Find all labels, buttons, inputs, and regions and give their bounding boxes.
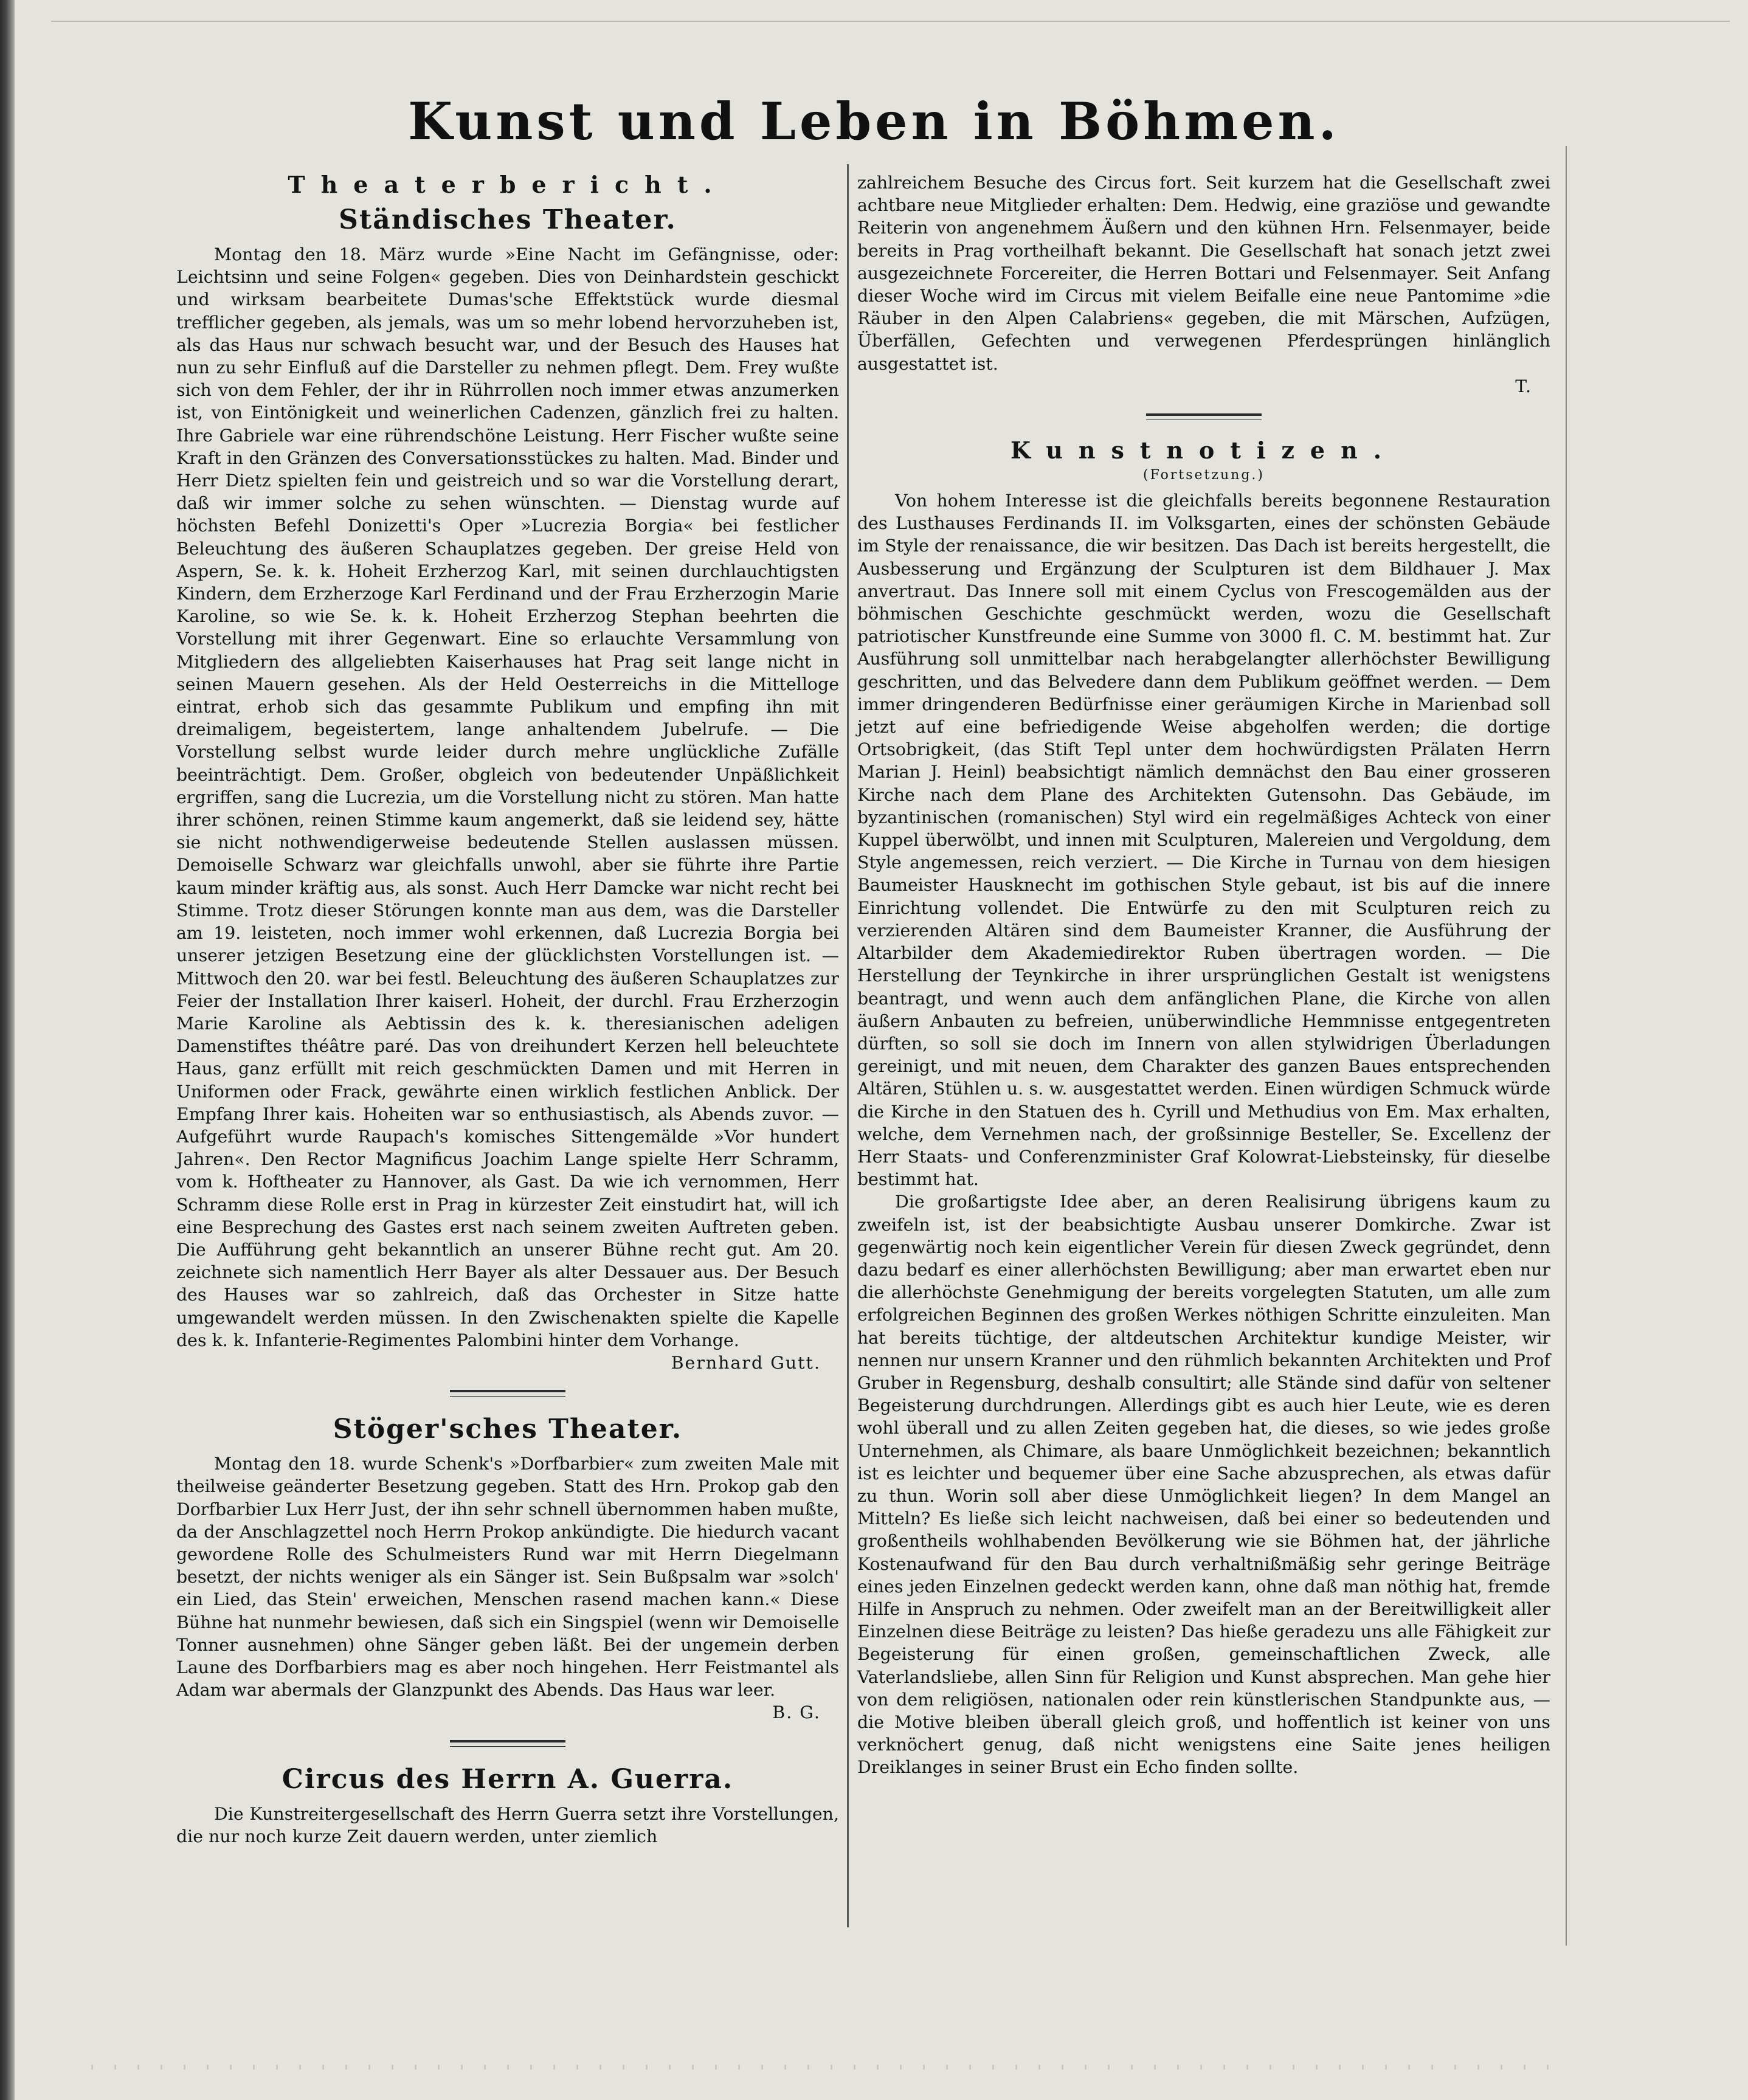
section-rule bbox=[450, 1390, 565, 1397]
kunstnotizen-subtitle: (Fortsetzung.) bbox=[1143, 468, 1265, 483]
bottom-print-specks bbox=[91, 2065, 1550, 2070]
right-margin-rule bbox=[1566, 146, 1567, 1946]
section-rule bbox=[450, 1740, 565, 1747]
circus-title: Circus des Herrn A. Guerra. bbox=[282, 1763, 734, 1795]
theater-report-label: Theaterbericht. bbox=[288, 171, 728, 198]
kunstnotizen-paragraph-1: Von hohem Interesse ist die gleichfalls bereits begonnene Restauration des Lusthauses Ferdinands II. im Volksgarten, eines der schönsten Gebäude im Style der renaissance, die wir besitzen. Das Dach ist bereits hergestellt, die Ausbesserung und Ergänzung der Sculpturen ist dem Bildhauer J. Max anvertraut. Das Innere soll mit einem Cyclus von Frescogemälden aus der böhmischen Geschichte geschmückt werden, wozu die Gesellschaft patriotischer Kunstfreunde eine Summe von 3000 fl. C. M. bestimmt hat. Zur Ausführung soll unmittelbar nach herabgelangter allerhöchster Bewilligung geschritten, und das Belvedere dann dem Publikum geöffnet werden. — Dem immer dringenderen Bedürfnisse einer geräumigen Kirche in Marienbad soll jetzt auf eine befriedigende Weise abgeholfen werden; die dortige Ortsobrigkeit, (das Stift Tepl unter dem hochwürdigsten Prälaten Herrn Marian J. Heinl) beabsichtigt nämlich demnächst den Bau einer grosseren Kirche nach dem Plane des Architekten Gutensohn. Das Gebäude, im byzantinischen (romanischen) Styl wird ein regelmäßiges Achteck von einer Kuppel überwölbt, und innen mit Sculpturen, Malereien und Vergoldung, dem Style angemessen, reich verziert. — Die Kirche in Turnau von dem hiesigen Baumeister Hausknecht im gothischen Style gebaut, ist bis auf die innere Einrichtung vollendet. Die Entwürfe zu den mit Sculpturen reich zu verzierenden Altären sind dem Baumeister Kranner, die Ausführung der Altarbilder dem Akademiedirektor Ruben übertragen worden. — Die Herstellung der Teynkirche in ihrer ursprünglichen Gestalt ist wenigstens beantragt, und wenn auch dem anfänglichen Plane, die Kirche von allen äußern Anbauten zu befreien, unüberwindliche Hemmnisse entgegentreten dürften, so soll sie doch im Innern von allen stylwidrigen Überladungen gereinigt, und mit neuen, dem Charakter des ganzen Baues entsprechenden Altären, Stühlen u. s. w. ausgestattet werden. Einen würdigen Schmuck würde die Kirche in den Statuen des h. Cyrill und Methudius von Em. Max erhalten, welche, dem Vernehmen nach, der großsinnige Besteller, Se. Excellenz der Herr Staats- und Conferenzminister Graf Kolowrat-Liebsteinsky, für dieselbe bestimmt hat. bbox=[857, 491, 1550, 1190]
stoeger-signature: B. G. bbox=[772, 1702, 821, 1723]
stoeger-theater-text: Montag den 18. wurde Schenk's »Dorfbarbier« zum zweiten Male mit theilweise geänderter Besetzung gegeben. Statt des Hrn. Prokop gab den Dorfbarbier Lux Herr Just, der ihn sehr schnell übernommen haben mußte, da der Anschlagzettel noch Herrn Prokop ankündigte. Die hiedurch vacant gewordene Rolle des Schulmeisters Rund war mit Herrn Diegelmann besetzt, der nichts weniger als ein Sänger ist. Sein Bußpsalm war »solch' ein Lied, das Stein' erweichen, Menschen rasend machen kann.« Diese Bühne hat nunmehr bewiesen, daß sich ein Singspiel (wenn wir Demoiselle Tonner ausnehmen) ohne Sänger geben läßt. Bei der ungemein derben Laune des Dorfbarbiers mag es aber noch hingehen. Herr Feistmantel als Adam war abermals der Glanzpunkt des Abends. Das Haus war leer. bbox=[176, 1454, 839, 1701]
circus-text-continued: zahlreichem Besuche des Circus fort. Seit kurzem hat die Gesellschaft zwei achtbare neue Mitglieder erhalten: Dem. Hedwig, eine graziöse und gewandte Reiterin von angenehmem Äußern und den kühnen Hrn. Felsenmayer, beide bereits in Prag vortheilhaft bekannt. Die Gesellschaft hat sonach jetzt zwei ausgezeichnete Forcereiter, die Herren Bottari und Felsenmayer. Seit Anfang dieser Woche wird im Circus mit vielem Beifalle eine neue Pantomime »die Räuber in den Alpen Calabriens« gegeben, die mit Märschen, Aufzügen, Überfällen, Gefechten und verwegenen Pferdesprüngen hinlänglich ausgestattet ist. bbox=[857, 173, 1550, 374]
column-divider bbox=[847, 164, 849, 1927]
stoeger-theater-title: Stöger'sches Theater. bbox=[333, 1414, 683, 1445]
right-column bbox=[857, 171, 1550, 1779]
circus-text-start: Die Kunstreitergesellschaft des Herrn Guerra setzt ihre Vorstellungen, die nur noch kurze Zeit dauern werden, unter ziemlich bbox=[176, 1803, 839, 1846]
staendisches-theater-text: Montag den 18. März wurde »Eine Nacht im Gefängnisse, oder: Leichtsinn und seine Folgen« gegeben. Dies von Deinhardstein geschickt und wirksam bearbeitete Dumas'sche Effektstück wurde diesmal trefflicher gegeben, als jemals, was um so mehr lobend hervorzuheben ist, als das Haus nur schwach besucht war, und der Besuch des Hauses hat nun zu sehr Einfluß auf die Darsteller zu nehmen pflegt. Dem. Frey wußte sich von dem Fehler, der ihr in Rührrollen noch immer etwas anzumerken ist, von Eintönigkeit und weinerlichen Cadenzen, gänzlich frei zu halten. Ihre Gabriele war eine rührendschöne Leistung. Herr Fischer wußte seine Kraft in den Gränzen des Conversationsstückes zu halten. Mad. Binder und Herr Dietz spielten fein und geistreich und so war die Vorstellung derart, daß wir immer solche zu sehen wünschten. — Dienstag wurde auf höchsten Befehl Donizetti's Oper »Lucrezia Borgia« bei festlicher Beleuchtung des äußeren Schauplatzes gegeben. Der greise Held von Aspern, Se. k. k. Hoheit Erzherzog Karl, mit seinen durchlauchtigsten Kindern, dem Erzherzoge Karl Ferdinand und der Frau Erzherzogin Marie Karoline, so wie Se. k. k. Hoheit Erzherzog Stephan beehrten die Vorstellung mit ihrer Gegenwart. Eine so erlauchte Versammlung von Mitgliedern des allgeliebten Kaiserhauses hat Prag seit lange nicht in seinen Mauern gesehen. Als der Held Oesterreichs in die Mittelloge eintrat, erhob sich das gesammte Publikum und empfing ihn mit dreimaligem, begeistertem, lange anhaltendem Jubelrufe. — Die Vorstellung selbst wurde leider durch mehre unglückliche Zufälle beeinträchtigt. Dem. Großer, obgleich von bedeutender Unpäßlichkeit ergriffen, sang die Lucrezia, um die Vorstellung nicht zu stören. Man hatte ihrer schönen, reinen Stimme kaum angemerkt, daß sie leidend sey, hätte sie nicht nothwendigerweise bedeutende Stellen auslassen müssen. Demoiselle Schwarz war gleichfalls unwohl, aber sie führte ihre Partie kaum minder kräftig aus, als sonst. Auch Herr Damcke war nicht recht bei Stimme. Trotz dieser Störungen konnte man aus dem, was die Darsteller am 19. leisteten, noch immer wohl erkennen, daß Lucrezia Borgia bei unserer jetzigen Besetzung eine der glücklichsten Vorstellungen ist. — Mittwoch den 20. war bei festl. Beleuchtung des äußeren Schauplatzes zur Feier der Installation Ihrer kaiserl. Hoheit, der durchl. Frau Erzherzogin Marie Karoline als Aebtissin des k. k. theresianischen adeligen Damenstiftes théâtre paré. Das von dreihundert Kerzen hell beleuchtete Haus, ganz erfüllt mit reich geschmückten Damen und mit Herren in Uniformen oder Frack, gewährte einen wirklich festlichen Anblick. Der Empfang Ihrer kais. Hoheiten war so enthusiastisch, als Abends zuvor. — Aufgeführt wurde Raupach's komisches Sittengemälde »Vor hundert Jahren«. Den Rector Magnificus Joachim Lange spielte Herr Schramm, vom k. Hoftheater zu Hannover, als Gast. Da wie ich vernommen, Herr Schramm diese Rolle erst in Prag in kürzester Zeit einstudirt hat, will ich eine Besprechung des Gastes erst nach seinem zweiten Auftreten geben. Die Aufführung geht bekanntlich an unserer Bühne recht gut. Am 20. zeichnete sich namentlich Herr Bayer als alter Dessauer aus. Der Besuch des Hauses war so zahlreich, daß das Orchester in Sitze hatte umgewandelt werden müssen. In den Zwischenakten spielte die Kapelle des k. k. Infanterie-Regimentes Palombini hinter dem Vorhange. bbox=[176, 244, 839, 1350]
page-binding-edge bbox=[0, 0, 16, 2100]
circus-signature: T. bbox=[1515, 376, 1532, 396]
top-rule bbox=[51, 21, 1730, 22]
staendisches-theater-title: Ständisches Theater. bbox=[339, 204, 677, 235]
masthead-title: Kunst und Leben in Böhmen. bbox=[408, 91, 1340, 151]
kunstnotizen-paragraph-2: Die großartigste Idee aber, an deren Realisirung übrigens kaum zu zweifeln ist, ist der beabsichtigte Ausbau unserer Domkirche. Zwar ist gegenwärtig noch kein eigentlicher Verein für diesen Zweck gegründet, denn dazu bedarf es einer allerhöchsten Bewilligung; aber man erwartet eben nur die allerhöchste Genehmigung der bereits vorgelegten Statuten, um alle zum erfolgreichen Beginnen des großen Werkes nöthigen Schritte einzuleiten. Man hat bereits tüchtige, der altdeutschen Architektur kundige Meister, wir nennen nur unsern Kranner und den rühmlich bekannten Architekten und Prof Gruber in Regensburg, deshalb consultirt; alle Stände sind dafür von seltener Begeisterung durchdrungen. Allerdings gibt es auch hier Leute, wie es deren wohl überall und zu allen Zeiten gegeben hat, die dieses, so wie jedes große Unternehmen, als Chimare, als baare Unmöglichkeit bezeichnen; bekanntlich ist es leichter und bequemer über eine Sache abzusprechen, als etwas dafür zu thun. Worin soll aber diese Unmöglichkeit liegen? In dem Mangel an Mitteln? Es ließe sich leicht nachweisen, daß bei einer so bedeutenden und großentheils wohlhabenden Bevölkerung wie sie Böhmen hat, der jährliche Kostenaufwand für den Bau durch verhaltnißmäßig sehr geringe Beiträge eines jeden Einzelnen gedeckt werden kann, ohne daß man nöthig hat, fremde Hilfe in Anspruch zu nehmen. Oder zweifelt man an der Bereitwilligkeit aller Einzelnen diese Beiträge zu leisten? Das hieße geradezu uns alle Fähigkeit zur Begeisterung für einen großen, gemeinschaftlichen Zweck, alle Vaterlandsliebe, allen Sinn für Religion und Kunst absprechen. Man gehe hier von dem religiösen, nationalen oder rein künstlerischen Standpunkte aus, — die Motive bleiben überall gleich groß, und hoffentlich ist keiner von uns verknöchert genug, daß nicht wenigstens eine Saite jenes heiligen Dreiklanges in seiner Brust ein Echo finden sollte. bbox=[857, 1192, 1550, 1778]
staendisches-signature: Bernhard Gutt. bbox=[671, 1352, 821, 1373]
kunstnotizen-title: Kunstnotizen. bbox=[1010, 437, 1397, 465]
left-column bbox=[176, 171, 839, 1848]
section-rule bbox=[1146, 413, 1262, 420]
